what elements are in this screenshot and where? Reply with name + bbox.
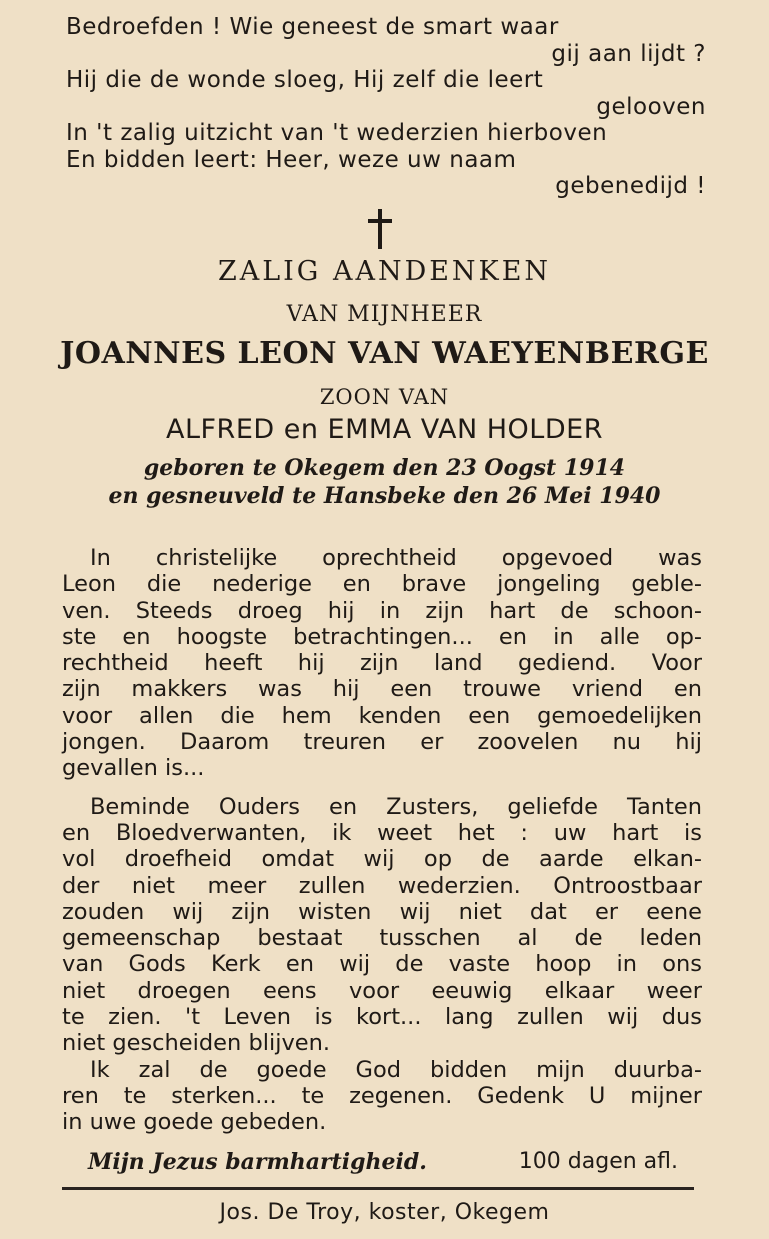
van-mijnheer: VAN MIJNHEER <box>286 302 483 327</box>
body-line: Ik zal de goede God bidden mijn duurba- <box>90 1056 702 1083</box>
body-line: gemeenschap bestaat tusschen al de leden <box>62 925 702 952</box>
poem-line: Bedroefden ! Wie geneest de smart waar <box>66 14 559 40</box>
body-line: te zien. 't Leven is kort... lang zullen wij dus <box>62 1004 702 1031</box>
birth-line: geboren te Okegem den 23 Oogst 1914 <box>143 455 626 481</box>
body-line: In christelijke oprechtheid opgevoed was <box>90 545 702 571</box>
death-line: en gesneuveld te Hansbeke den 26 Mei 1940 <box>108 483 661 509</box>
body-line: rechtheid heeft hij zijn land gediend. Voor <box>62 650 702 677</box>
body-line: vol droefheid omdat wij op de aarde elkan- <box>62 846 702 873</box>
deceased-name: JOANNES LEON VAN WAEYENBERGE <box>60 336 709 371</box>
body-line: zouden wij zijn wisten wij niet dat er eene <box>62 898 702 925</box>
divider <box>62 1187 694 1190</box>
body-line: Beminde Ouders en Zusters, geliefde Tanten <box>90 793 702 820</box>
body-line: niet gescheiden blijven. <box>62 1030 331 1057</box>
poem-line: En bidden leert: Heer, weze uw naam <box>66 146 517 173</box>
poem-line: Hij die de wonde sloeg, Hij zelf die leert <box>66 67 544 93</box>
body-line: der niet meer zullen wederzien. Ontroostbaar <box>62 872 702 899</box>
body-line: van Gods Kerk en wij de vaste hoop in ons <box>62 951 702 978</box>
body-line: niet droegen eens voor eeuwig elkaar weer <box>62 977 702 1004</box>
body-line: ren te sterken... te zegenen. Gedenk U mijner <box>62 1082 702 1109</box>
body-line: voor allen die hem kenden een gemoedelijken <box>62 702 702 729</box>
parents-names: ALFRED en EMMA VAN HOLDER <box>166 414 603 445</box>
latin-cross-icon <box>366 207 394 251</box>
body-line: gevallen is... <box>62 755 205 782</box>
poem <box>66 14 706 200</box>
zoon-van: ZOON VAN <box>319 385 450 409</box>
body-line: ste en hoogste betrachtingen... en in alle op- <box>62 623 702 650</box>
card-title: ZALIG AANDENKEN <box>217 256 552 287</box>
poem-line: gebenedijd ! <box>555 173 706 199</box>
body-line: Leon die nederige en brave jongeling geble- <box>62 571 702 598</box>
indulgence-text: 100 dagen afl. <box>518 1149 678 1174</box>
poem-line: gij aan lijdt ? <box>551 40 706 67</box>
body-line: en Bloedverwanten, ik weet het : uw hart is <box>62 819 702 846</box>
poem-line: gelooven <box>596 93 706 120</box>
closing-line <box>88 1149 678 1175</box>
poem-line: In 't zalig uitzicht van 't wederzien hierboven <box>66 120 608 146</box>
closing-prayer: Mijn Jezus barmhartigheid. <box>88 1149 427 1175</box>
body-line: jongen. Daarom treuren er zoovelen nu hij <box>62 729 702 756</box>
body-line: in uwe goede gebeden. <box>62 1109 327 1136</box>
life-dates <box>40 454 729 510</box>
printer-credit: Jos. De Troy, koster, Okegem <box>219 1200 550 1225</box>
body-text <box>62 545 702 1136</box>
body-line: zijn makkers was hij een trouwe vriend en <box>62 676 702 703</box>
body-line: ven. Steeds droeg hij in zijn hart de schoon- <box>62 597 702 624</box>
